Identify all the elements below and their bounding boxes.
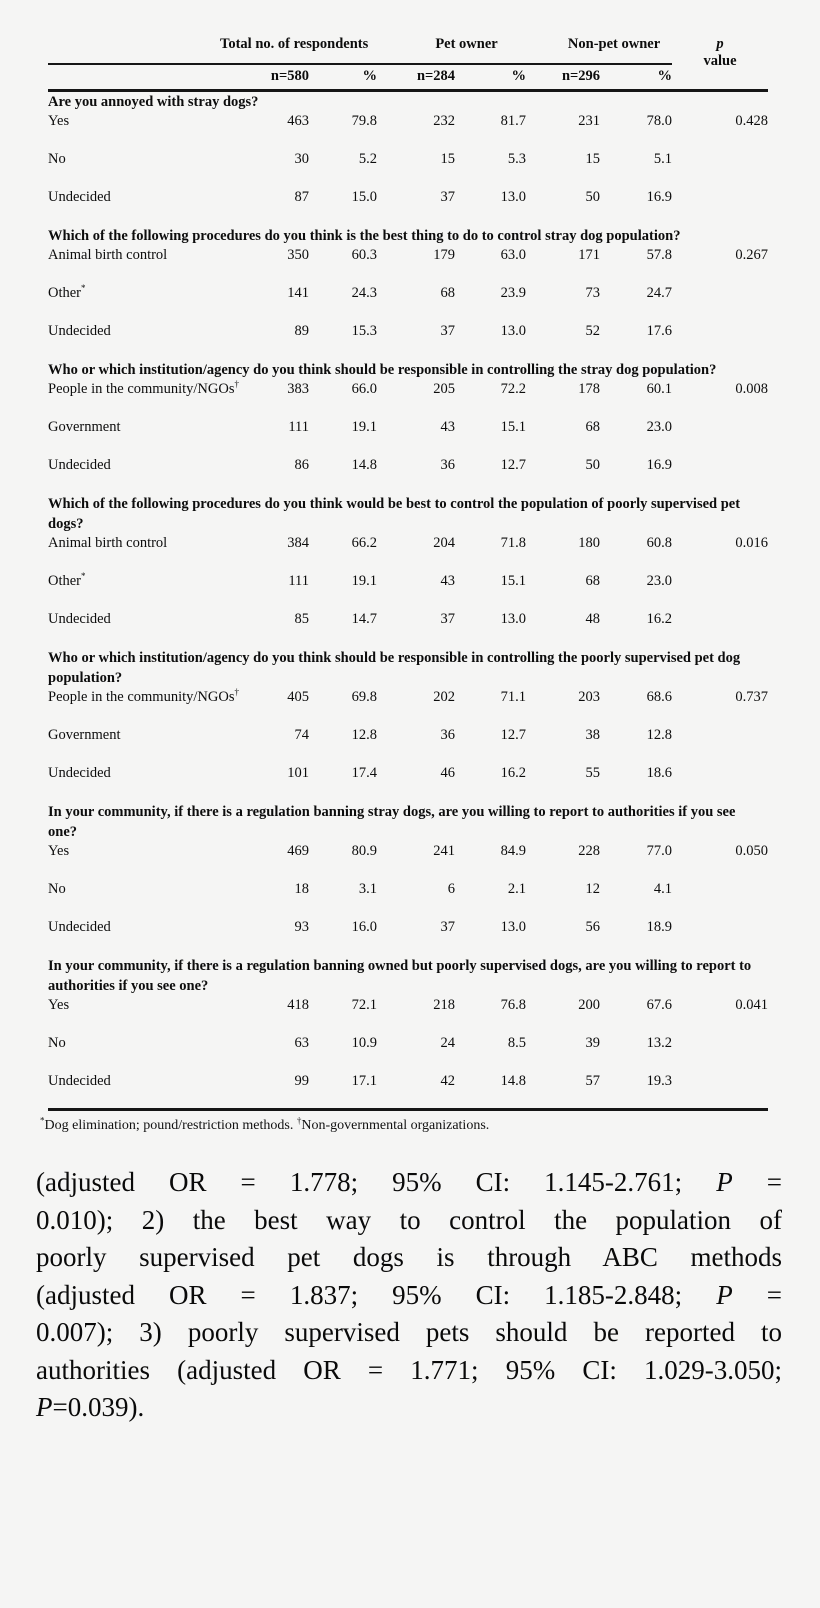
data-row — [48, 918, 768, 956]
value-cell: 52 — [585, 322, 601, 339]
value-cell: 3.1 — [358, 880, 378, 897]
value-cell: 55 — [585, 764, 601, 781]
value-cell: 232 — [433, 112, 456, 129]
data-row — [48, 996, 768, 1034]
question-row — [48, 648, 768, 688]
data-row — [48, 418, 768, 456]
value-cell: 23.9 — [500, 284, 527, 301]
data-row — [48, 246, 768, 284]
value-cell: 202 — [433, 688, 456, 705]
value-cell: 57.8 — [646, 246, 673, 263]
value-cell: 71.8 — [500, 534, 527, 551]
value-cell: 15 — [440, 150, 456, 167]
value-cell: 15.1 — [500, 572, 527, 589]
p-value-cell — [672, 572, 768, 610]
value-cell: 77.0 — [646, 842, 673, 859]
value-cell: 200 — [578, 996, 601, 1013]
value-cell: 56 — [585, 918, 601, 935]
empty-header-cell — [48, 28, 248, 64]
value-cell: 68 — [585, 418, 601, 435]
group-header-row — [48, 28, 768, 64]
value-cell: 16.9 — [646, 188, 673, 205]
paragraph-line — [36, 1352, 782, 1390]
value-cell: 12.8 — [351, 726, 378, 743]
data-row — [48, 880, 768, 918]
value-cell: 50 — [585, 456, 601, 473]
value-cell: 37 — [440, 610, 456, 627]
paragraph-text: poorly supervised pet dogs is through ABC methods — [36, 1242, 782, 1272]
value-cell: 14.7 — [351, 610, 378, 627]
value-cell: 13.2 — [646, 1034, 673, 1051]
p-value-cell — [672, 418, 768, 456]
value-cell: 111 — [288, 418, 309, 435]
value-cell: 79.8 — [351, 112, 378, 129]
value-cell: 205 — [433, 380, 456, 397]
value-cell: 18 — [294, 880, 309, 897]
value-cell: 18.9 — [646, 918, 673, 935]
pet-owner-header — [377, 28, 526, 64]
value-cell: 19.1 — [351, 418, 378, 435]
option-label: Yes — [48, 112, 70, 129]
total-respondents-header — [220, 28, 377, 64]
percent-subheader-nonpet: % — [600, 64, 672, 90]
value-cell: 5.3 — [507, 150, 527, 167]
pet-owner-label: Pet owner — [435, 36, 498, 52]
value-cell: 68.6 — [646, 688, 673, 705]
data-row — [48, 726, 768, 764]
value-cell: 60.1 — [646, 380, 673, 397]
superscript-marker: * — [81, 282, 86, 293]
value-cell: 24.3 — [351, 284, 378, 301]
value-cell: 12.7 — [500, 726, 527, 743]
paragraph-text: =0.039). — [52, 1392, 145, 1422]
n580-subheader: n=580 — [248, 64, 309, 90]
option-label: Undecided — [48, 918, 111, 935]
value-cell: 350 — [287, 246, 309, 263]
p-value-cell — [672, 726, 768, 764]
p-value-cell: 0.050 — [735, 842, 769, 859]
data-row — [48, 764, 768, 802]
value-cell: 14.8 — [351, 456, 378, 473]
option-label: Undecided — [48, 764, 111, 781]
percent-subheader-pet: % — [455, 64, 526, 90]
option-label: Animal birth control — [48, 534, 168, 551]
italic-p-symbol: P — [36, 1392, 53, 1422]
option-label: Other* — [48, 282, 86, 301]
question-text: In your community, if there is a regulation banning owned but poorly supervised dogs, are you willing to report to authorities if you see one? — [48, 957, 752, 994]
value-cell: 204 — [433, 534, 456, 551]
value-cell: 46 — [440, 764, 456, 781]
value-cell: 2.1 — [507, 880, 527, 897]
data-row — [48, 572, 768, 610]
data-row — [48, 322, 768, 360]
p-value-cell — [672, 284, 768, 322]
dagger-marker: † — [296, 1115, 302, 1126]
italic-p-symbol: P — [716, 1167, 733, 1197]
value-cell: 14.8 — [500, 1072, 527, 1089]
p-value-cell — [672, 188, 768, 226]
value-cell: 78.0 — [646, 112, 673, 129]
paragraph-text: 0.007); 3) poorly supervised pets should be reported to — [36, 1317, 782, 1347]
value-cell: 101 — [287, 764, 309, 781]
p-value-cell: 0.737 — [735, 688, 769, 705]
data-row — [48, 610, 768, 648]
value-cell: 24 — [440, 1034, 456, 1051]
paragraph-text: = — [732, 1279, 782, 1310]
option-label: Undecided — [48, 456, 111, 473]
body-paragraph — [36, 1164, 782, 1427]
value-cell: 463 — [287, 112, 309, 129]
survey-table-body — [48, 90, 768, 1110]
p-value-cell — [672, 1072, 768, 1110]
value-cell: 405 — [287, 688, 309, 705]
footnote-text-2: Non-governmental organizations. — [301, 1118, 490, 1133]
question-text: Who or which institution/agency do you think should be responsible in controlling the poorly supervised pet dog population? — [48, 649, 741, 686]
paragraph-line — [36, 1239, 782, 1277]
value-cell: 36 — [440, 456, 456, 473]
value-cell: 69.8 — [351, 688, 378, 705]
value-cell: 15.3 — [351, 322, 378, 339]
n296-subheader: n=296 — [526, 64, 600, 90]
option-label: Yes — [48, 842, 70, 859]
survey-table — [48, 28, 768, 1111]
data-row — [48, 688, 768, 726]
option-label: People in the community/NGOs† — [48, 686, 239, 705]
value-cell: 4.1 — [653, 880, 673, 897]
value-cell: 218 — [433, 996, 456, 1013]
question-text: Who or which institution/agency do you think should be responsible in controlling the stray dog population? — [48, 361, 717, 378]
paragraph-line — [36, 1389, 782, 1427]
non-pet-owner-header — [526, 28, 672, 64]
value-cell: 179 — [433, 246, 456, 263]
question-text: Which of the following procedures do you think would be best to control the population of poorly supervised pet dogs? — [48, 495, 741, 532]
subheader-row — [48, 64, 768, 90]
value-cell: 38 — [585, 726, 601, 743]
paragraph-text: (adjusted OR = 1.837; 95% CI: 1.185-2.848; — [36, 1279, 717, 1310]
value-cell: 39 — [585, 1034, 601, 1051]
value-cell: 19.3 — [646, 1072, 673, 1089]
value-cell: 17.1 — [351, 1072, 378, 1089]
table-footnote — [40, 1115, 820, 1134]
value-cell: 17.6 — [646, 322, 673, 339]
value-cell: 178 — [578, 380, 601, 397]
value-cell: 37 — [440, 188, 456, 205]
value-cell: 16.0 — [351, 918, 378, 935]
question-row — [48, 802, 768, 842]
value-cell: 66.2 — [351, 534, 378, 551]
value-cell: 71.1 — [500, 688, 527, 705]
value-cell: 12.8 — [646, 726, 673, 743]
paragraph-text: authorities (adjusted OR = 1.771; 95% CI: 1.029-3.050; — [36, 1354, 782, 1385]
value-cell: 87 — [294, 188, 309, 205]
value-cell: 93 — [294, 918, 309, 935]
value-cell: 63.0 — [500, 246, 527, 263]
value-cell: 48 — [585, 610, 601, 627]
value-cell: 76.8 — [500, 996, 527, 1013]
value-cell: 89 — [294, 322, 309, 339]
p-value-cell — [672, 456, 768, 494]
value-cell: 18.6 — [646, 764, 673, 781]
value-cell: 60.3 — [351, 246, 378, 263]
value-cell: 30 — [294, 150, 309, 167]
question-text: Are you annoyed with stray dogs? — [48, 93, 259, 110]
option-label: Other* — [48, 570, 86, 589]
data-row — [48, 150, 768, 188]
value-cell: 42 — [440, 1072, 456, 1089]
question-row — [48, 360, 768, 380]
value-cell: 171 — [578, 246, 601, 263]
empty-subheader-cell — [48, 64, 248, 90]
option-label: Government — [48, 418, 121, 435]
value-cell: 57 — [585, 1072, 601, 1089]
p-value-cell — [672, 880, 768, 918]
italic-p-symbol: P — [716, 1279, 733, 1310]
value-cell: 80.9 — [351, 842, 378, 859]
value-cell: 37 — [440, 322, 456, 339]
value-cell: 16.9 — [646, 456, 673, 473]
value-cell: 418 — [287, 996, 309, 1013]
data-row — [48, 284, 768, 322]
value-cell: 17.4 — [351, 764, 378, 781]
paragraph-text: (adjusted OR = 1.778; 95% CI: 1.145-2.761; — [36, 1167, 717, 1197]
value-cell: 81.7 — [500, 112, 527, 129]
question-text: In your community, if there is a regulation banning stray dogs, are you willing to report to authorities if you see one? — [48, 803, 736, 840]
value-cell: 12 — [585, 880, 601, 897]
p-italic-label: p — [716, 36, 724, 52]
paragraph-line — [36, 1164, 782, 1202]
total-respondents-label: Total no. of respondents — [220, 36, 369, 52]
value-cell: 23.0 — [646, 418, 673, 435]
question-row — [48, 226, 768, 246]
value-cell: 15.1 — [500, 418, 527, 435]
value-cell: 16.2 — [646, 610, 673, 627]
value-cell: 86 — [294, 456, 309, 473]
value-cell: 43 — [440, 418, 456, 435]
value-cell: 180 — [578, 534, 601, 551]
p-value-header — [672, 28, 768, 90]
value-cell: 36 — [440, 726, 456, 743]
value-cell: 203 — [578, 688, 601, 705]
value-cell: 74 — [294, 726, 309, 743]
value-cell: 13.0 — [500, 322, 527, 339]
p-value-cell: 0.428 — [735, 112, 769, 129]
data-row — [48, 112, 768, 150]
superscript-marker: * — [81, 570, 86, 581]
question-row — [48, 494, 768, 534]
p-value-cell: 0.008 — [735, 380, 769, 397]
value-cell: 50 — [585, 188, 601, 205]
option-label: No — [48, 150, 66, 167]
option-label: People in the community/NGOs† — [48, 378, 239, 397]
option-label: Undecided — [48, 610, 111, 627]
p-value-cell: 0.016 — [735, 534, 769, 551]
value-cell: 6 — [447, 880, 456, 897]
footnote-text-1: Dog elimination; pound/restriction methods. — [44, 1118, 297, 1133]
value-cell: 228 — [578, 842, 601, 859]
superscript-marker: † — [234, 686, 239, 697]
value-cell: 73 — [585, 284, 601, 301]
paragraph-line — [36, 1314, 782, 1352]
p-value-cell: 0.041 — [735, 996, 769, 1013]
value-cell: 10.9 — [351, 1034, 378, 1051]
value-cell: 67.6 — [646, 996, 673, 1013]
value-cell: 66.0 — [351, 380, 378, 397]
non-pet-owner-label: Non-pet owner — [567, 36, 661, 52]
value-cell: 15 — [585, 150, 601, 167]
data-row — [48, 380, 768, 418]
value-cell: 13.0 — [500, 610, 527, 627]
data-row — [48, 188, 768, 226]
paragraph-line — [36, 1202, 782, 1240]
option-label: Yes — [48, 996, 70, 1013]
superscript-marker: † — [234, 378, 239, 389]
n284-subheader: n=284 — [377, 64, 455, 90]
value-cell: 5.2 — [358, 150, 378, 167]
data-row — [48, 1034, 768, 1072]
value-cell: 23.0 — [646, 572, 673, 589]
p-value-cell — [672, 322, 768, 360]
value-cell: 24.7 — [646, 284, 673, 301]
value-cell: 5.1 — [653, 150, 673, 167]
question-row — [48, 956, 768, 996]
paragraph-line — [36, 1277, 782, 1315]
data-row — [48, 842, 768, 880]
option-label: Undecided — [48, 322, 111, 339]
p-value-cell — [672, 918, 768, 956]
value-cell: 85 — [294, 610, 309, 627]
value-cell: 13.0 — [500, 918, 527, 935]
value-cell: 60.8 — [646, 534, 673, 551]
value-cell: 84.9 — [500, 842, 527, 859]
value-cell: 8.5 — [507, 1034, 527, 1051]
value-cell: 13.0 — [500, 188, 527, 205]
data-row — [48, 534, 768, 572]
value-cell: 16.2 — [500, 764, 527, 781]
question-row — [48, 90, 768, 112]
p-value-cell: 0.267 — [735, 246, 769, 263]
value-cell: 37 — [440, 918, 456, 935]
value-cell: 12.7 — [500, 456, 527, 473]
value-cell: 15.0 — [351, 188, 378, 205]
option-label: Undecided — [48, 1072, 111, 1089]
option-label: Animal birth control — [48, 246, 168, 263]
value-cell: 19.1 — [351, 572, 378, 589]
value-cell: 241 — [433, 842, 456, 859]
percent-subheader-total: % — [309, 64, 377, 90]
paragraph-text: 0.010); 2) the best way to control the population of — [36, 1204, 782, 1235]
option-label: Government — [48, 726, 121, 743]
p-value-cell — [672, 150, 768, 188]
value-cell: 384 — [287, 534, 309, 551]
p-value-cell — [672, 764, 768, 802]
p-value-cell — [672, 610, 768, 648]
data-row — [48, 456, 768, 494]
value-label: value — [703, 53, 737, 69]
paragraph-text: = — [732, 1167, 782, 1197]
value-cell: 141 — [287, 284, 309, 301]
question-text: Which of the following procedures do you think is the best thing to do to control stray dog population? — [48, 227, 681, 244]
value-cell: 231 — [578, 112, 601, 129]
option-label: No — [48, 880, 66, 897]
value-cell: 72.1 — [351, 996, 378, 1013]
asterisk-marker: * — [40, 1115, 45, 1126]
value-cell: 383 — [287, 380, 309, 397]
value-cell: 469 — [287, 842, 309, 859]
option-label: Undecided — [48, 188, 111, 205]
value-cell: 68 — [585, 572, 601, 589]
option-label: No — [48, 1034, 66, 1051]
value-cell: 99 — [294, 1072, 309, 1089]
value-cell: 68 — [440, 284, 456, 301]
data-row — [48, 1072, 768, 1110]
value-cell: 63 — [294, 1034, 309, 1051]
value-cell: 111 — [288, 572, 309, 589]
p-value-cell — [672, 1034, 768, 1072]
value-cell: 43 — [440, 572, 456, 589]
value-cell: 72.2 — [500, 380, 527, 397]
